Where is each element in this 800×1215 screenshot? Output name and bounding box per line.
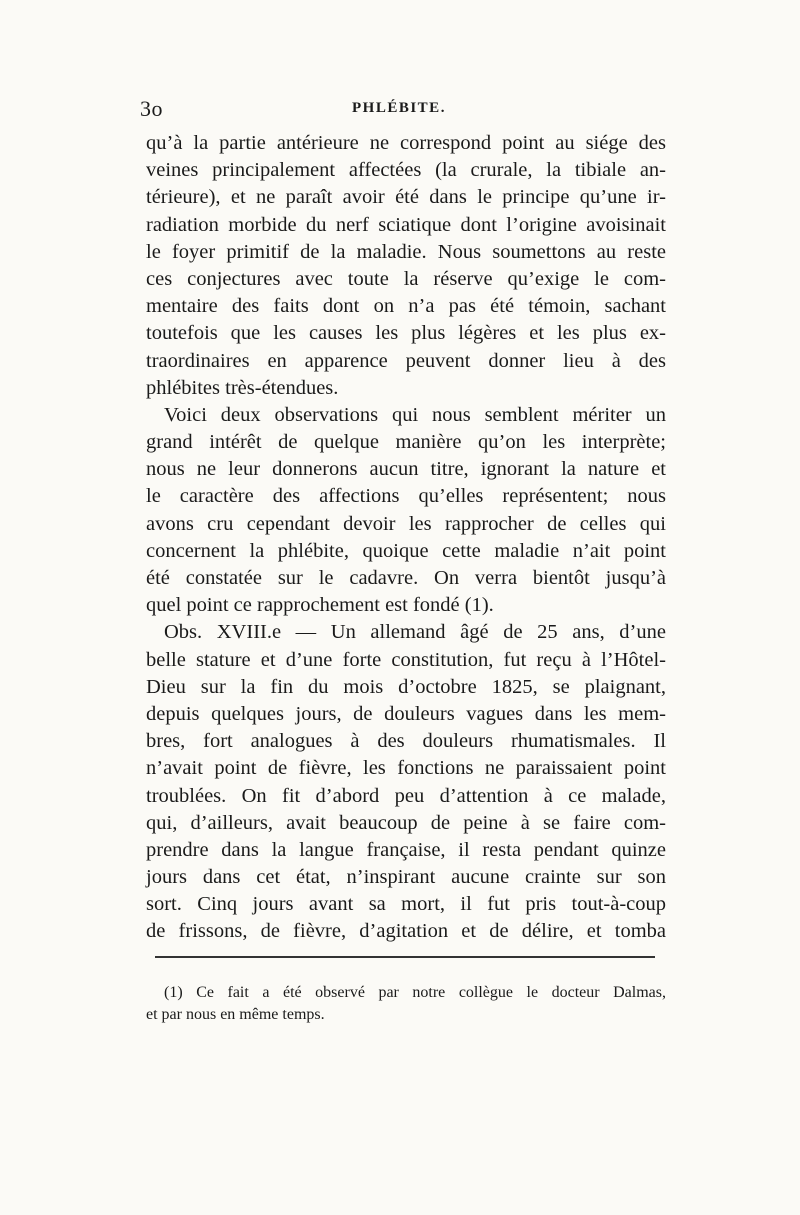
- text-line: radiation morbide du nerf sciatique dont l’origine avoisinait: [146, 213, 666, 236]
- text-line: grand intérêt de quelque manière qu’on les interprète;: [146, 431, 666, 454]
- text-line: bres, fort analogues à des douleurs rhumatismales. Il: [146, 730, 666, 753]
- text-line: de frissons, de fièvre, d’agitation et de délire, et tomba: [146, 920, 666, 943]
- text-line: jours dans cet état, n’inspirant aucune crainte sur son: [146, 866, 666, 889]
- text-line: n’avait point de fièvre, les fonctions ne paraissaient point: [146, 757, 666, 780]
- text-line: qui, d’ailleurs, avait beaucoup de peine à se faire com-: [146, 811, 666, 834]
- text-line: Dieu sur la fin du mois d’octobre 1825, se plaignant,: [146, 675, 666, 698]
- footnote-line: et par nous en même temps.: [146, 1006, 325, 1023]
- text-line: veines principalement affectées (la crurale, la tibiale an-: [146, 159, 666, 182]
- text-line: ces conjectures avec toute la réserve qu’exige le com-: [146, 267, 666, 290]
- text-line: belle stature et d’une forte constitution, fut reçu à l’Hôtel-: [146, 648, 666, 671]
- text-line: été constatée sur le cadavre. On verra bientôt jusqu’à: [146, 567, 666, 589]
- text-line: qu’à la partie antérieure ne correspond point au siége des: [146, 132, 666, 154]
- text-line: mentaire des faits dont on n’a pas été témoin, sachant: [146, 295, 666, 318]
- footnote-line: (1) Ce fait a été observé par notre collègue le docteur Dalmas,: [164, 984, 666, 1001]
- text-line: le caractère des affections qu’elles représentent; nous: [146, 485, 666, 508]
- text-line: le foyer primitif de la maladie. Nous soumettons au reste: [146, 240, 666, 263]
- text-line: prendre dans la langue française, il resta pendant quinze: [146, 838, 666, 861]
- text-line: concernent la phlébite, quoique cette maladie n’ait point: [146, 539, 666, 562]
- page-number: 3o: [140, 96, 163, 121]
- running-title: PHLÉBITE.: [352, 100, 446, 116]
- text-line: troublées. On fit d’abord peu d’attention à ce malade,: [146, 784, 666, 807]
- footnote-rule: [155, 956, 655, 958]
- text-line: depuis quelques jours, de douleurs vagues dans les mem-: [146, 702, 666, 725]
- text-line: Obs. XVIII.e — Un allemand âgé de 25 ans, d’une: [164, 621, 666, 644]
- text-line: nous ne leur donnerons aucun titre, ignorant la nature et: [146, 458, 666, 481]
- text-line: toutefois que les causes les plus légères et les plus ex-: [146, 322, 666, 345]
- footnote: [146, 982, 666, 1026]
- text-line: sort. Cinq jours avant sa mort, il fut pris tout-à-coup: [146, 893, 666, 916]
- text-line: quel point ce rapprochement est fondé (1).: [146, 594, 494, 617]
- text-line: térieure), et ne paraît avoir été dans le principe qu’une ir-: [146, 186, 666, 209]
- text-line: phlébites très-étendues.: [146, 376, 339, 399]
- body-text: [146, 130, 666, 946]
- text-line: Voici deux observations qui nous semblent mériter un: [164, 403, 666, 426]
- text-line: traordinaires en apparence peuvent donner lieu à des: [146, 349, 666, 372]
- text-line: avons cru cependant devoir les rapprocher de celles qui: [146, 512, 666, 535]
- page-header: [140, 96, 670, 126]
